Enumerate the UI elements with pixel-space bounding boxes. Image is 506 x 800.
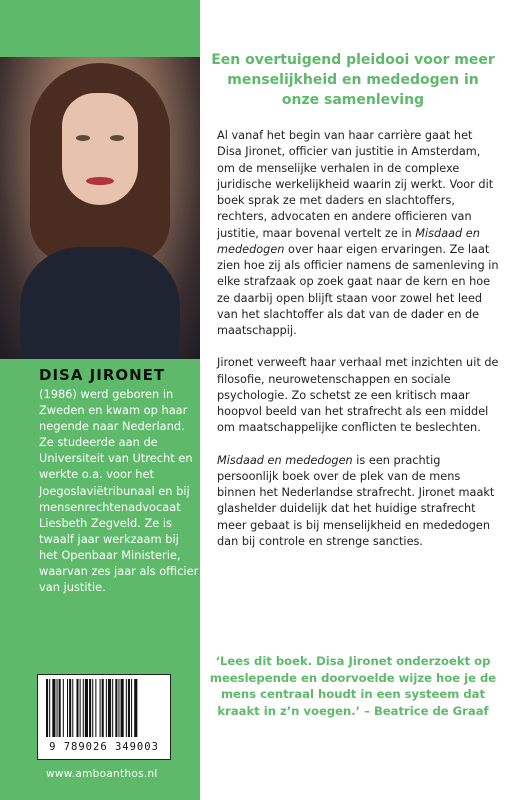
photo-lips (86, 177, 114, 185)
author-photo (0, 57, 200, 359)
blurb-p1-part-a: Al vanaf het begin van haar carrière gaat het Disa Jironet, officier van justitie in Amsterdam, om de menselijke verhalen in de complexe juridische werkelijkheid waarin zij werkt. Voor dit boek sprak ze met daders en slachtoffers, rechters, advocaten en andere officieren van justitie, maar bovenal vertelt ze in (217, 129, 494, 240)
blurb-p3-part-b: is een prachtig persoonlijk boek over de plek van de mens binnen het Nederlandse strafrecht. Jironet maakt glashelder duidelijk dat het huidige strafrecht meer gebaat is bij menselijkheid en mededogen dan bij controle en strenge sancties. (217, 453, 495, 548)
review-quote: ‘Lees dit boek. Disa Jironet onderzoekt op meeslepende en doorvoelde wijze hoe je de mens centraal houdt in een systeem dat kraakt in z’n voegen.’ – Beatrice de Graaf (209, 654, 497, 718)
book-title-inline: Misdaad en mededogen (217, 453, 353, 467)
blurb-paragraph-3 (217, 453, 499, 551)
right-panel (200, 0, 506, 800)
photo-eye-right (110, 135, 124, 141)
isbn-number: 9 789026 349003 (49, 741, 159, 753)
barcode-bars (42, 679, 166, 741)
blurb-p1-part-b: over haar eigen ervaringen. Ze laat zien hoe zij als officier namens de samenleving in elke strafzaak op zoek gaat naar de kern en hoe ze daarbij open blijft staan voor zowel het leed van het slachtoffer als dat van de dader en de maatschappij. (217, 242, 499, 337)
photo-face (62, 93, 138, 205)
author-bio: (1986) werd geboren in Zweden en kwam op haar negende naar Nederland. Ze studeerde aan de Universiteit van Utrecht en werkte o.a. voor het Joegoslaviëtribunaal en bij mensenrechtenadvocaat Liesbeth Zegveld. Ze is twaalf jaar werkzaam bij het Openbaar Ministerie, waarvan zes jaar als officier van justitie. (39, 387, 199, 595)
photo-eye-left (76, 135, 90, 141)
barcode (37, 674, 171, 760)
author-name: DISA JIRONET (39, 366, 166, 384)
photo-body (20, 247, 180, 359)
publisher-website: www.amboanthos.nl (46, 768, 158, 780)
blurb-body (217, 128, 499, 566)
book-title-inline: Misdaad en mededogen (217, 226, 480, 256)
blurb-paragraph-1 (217, 128, 499, 339)
blurb-paragraph-2: Jironet verweeft haar verhaal met inzichten uit de filosofie, neurowetenschappen en sociale psychologie. Zo schetst ze een kritisch maar hoopvol beeld van het strafrecht als een middel om maatschappelijke conflicten te beslechten. (217, 356, 499, 435)
left-panel (0, 0, 200, 800)
blurb-headline: Een overtuigend pleidooi voor meer menselijkheid en mededogen in onze samenleving (211, 52, 495, 108)
